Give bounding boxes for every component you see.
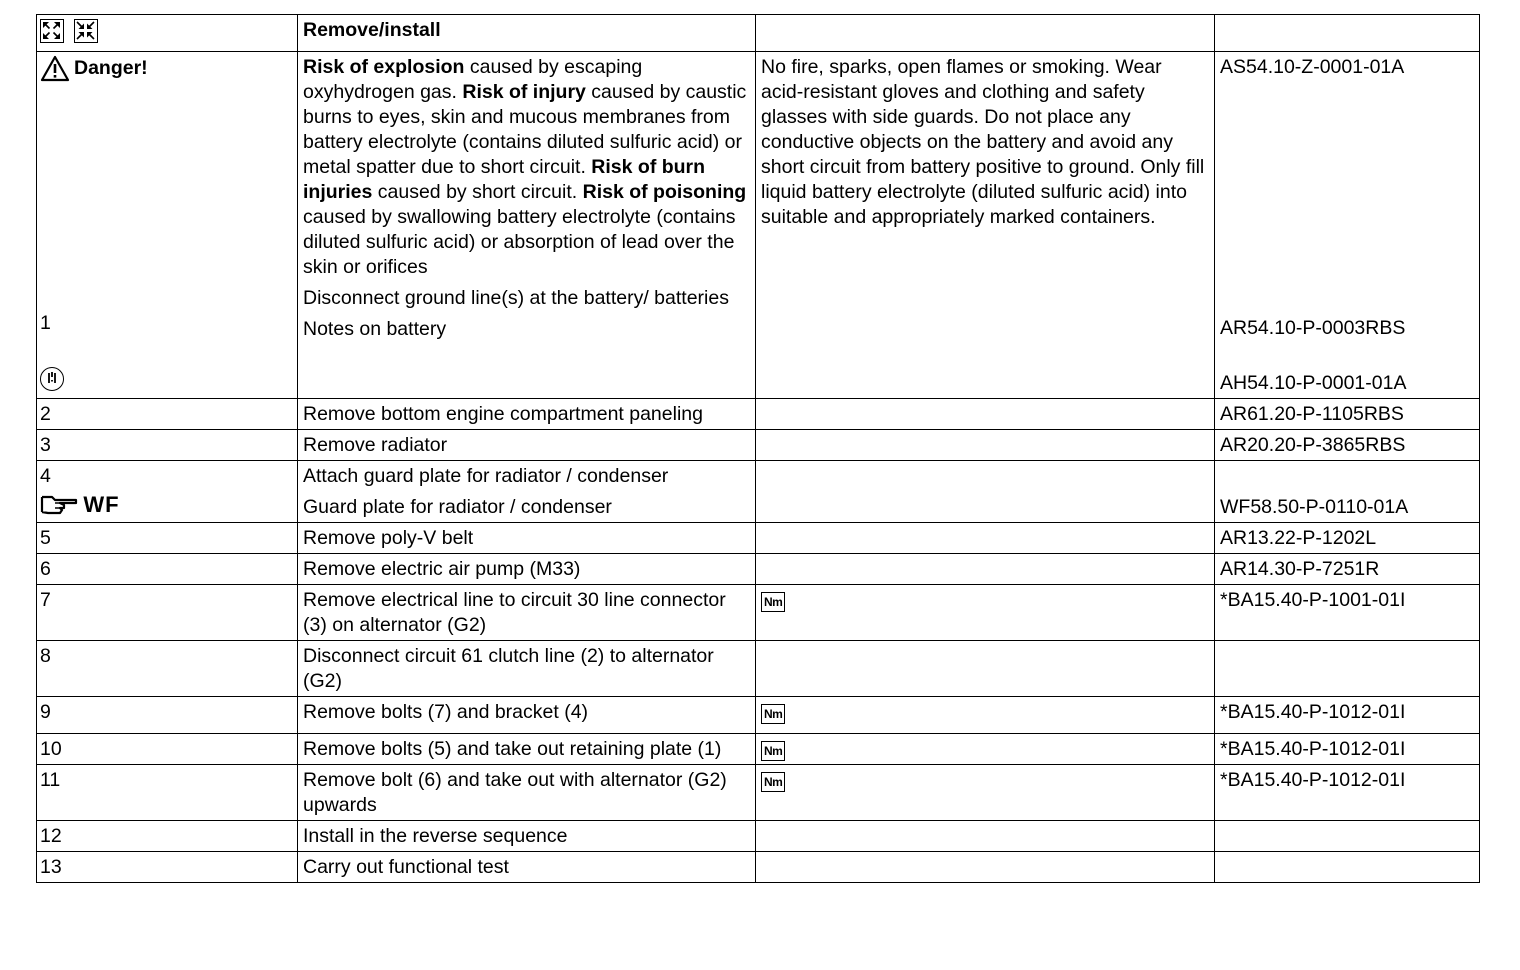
wf-ref[interactable]: WF58.50-P-0110-01A [1220, 496, 1409, 518]
step-number: 1 [40, 312, 51, 334]
torque-nm-icon[interactable]: Nm [761, 772, 785, 792]
torque-nm-icon[interactable]: Nm [761, 592, 785, 612]
step-tool-cell [756, 821, 1215, 852]
table-row [37, 554, 1480, 585]
torque-nm-icon[interactable]: Nm [761, 704, 785, 724]
risk-description [303, 55, 750, 280]
collapse-icon[interactable] [74, 19, 98, 43]
step-number: 4 [40, 465, 51, 487]
step-ref[interactable]: AR54.10-P-0003RBS [1220, 317, 1406, 339]
danger-label-cell [37, 52, 298, 399]
step-ref[interactable]: *BA15.40-P-1012-01I [1215, 765, 1480, 821]
danger-risk-cell [298, 52, 756, 399]
danger-ref-cell [1215, 52, 1480, 399]
risk-3-text: caused by short circuit. [372, 181, 583, 203]
warning-triangle-icon [40, 55, 70, 82]
danger-label: Danger! [74, 57, 148, 79]
step-tool-cell [756, 697, 1215, 734]
danger-measures: No fire, sparks, open flames or smoking. Wear acid-resistant gloves and clothing and safety glasses with side guards. Do not place any conductive objects on the battery and avoid any short circuit from battery positive to ground. Only fill liquid battery electrolyte (diluted sulfuric acid) into suitable and appropriately marked containers. [761, 56, 1205, 228]
torque-nm-icon[interactable]: Nm [761, 741, 785, 761]
table-row [37, 585, 1480, 641]
step-ref[interactable] [1215, 852, 1480, 883]
step-ref[interactable] [1220, 464, 1474, 489]
procedure-table [36, 14, 1480, 883]
risk-2-text: caused by caustic burns to eyes, skin and mucous membranes from battery electrolyte (contains diluted sulfuric acid) or metal spatter due to short circuit. [303, 81, 747, 178]
battery-note-link[interactable]: Notes on battery [303, 318, 447, 340]
step-tool-cell [756, 734, 1215, 765]
table-row [37, 852, 1480, 883]
battery-note-icon[interactable] [40, 367, 64, 391]
step-ref[interactable]: AR61.20-P-1105RBS [1215, 399, 1480, 430]
table-row [37, 430, 1480, 461]
step-tool-cell [756, 585, 1215, 641]
header-empty-cell-1 [756, 15, 1215, 52]
risk-2-title: Risk of injury [462, 81, 586, 103]
step-tool-cell [756, 852, 1215, 883]
step-number: 8 [37, 641, 298, 697]
step-text: Remove bottom engine compartment paneling [298, 399, 756, 430]
wf-label: WF [83, 492, 120, 517]
battery-note-ref[interactable]: AH54.10-P-0001-01A [1220, 372, 1407, 394]
risk-1-title: Risk of explosion [303, 56, 465, 78]
step-ref-cell [1215, 461, 1480, 523]
table-row [37, 765, 1480, 821]
step-text: Attach guard plate for radiator / condenser [303, 465, 669, 487]
step-text: Remove electric air pump (M33) [298, 554, 756, 585]
step-ref[interactable]: AR20.20-P-3865RBS [1215, 430, 1480, 461]
header-title-cell [298, 15, 756, 52]
step-number: 13 [37, 852, 298, 883]
pointing-hand-icon [40, 493, 78, 515]
header-icons-cell [37, 15, 298, 52]
table-row [37, 523, 1480, 554]
danger-ref[interactable]: AS54.10-Z-0001-01A [1220, 56, 1405, 78]
risk-3-title: Risk of burn injuries [303, 156, 706, 203]
step-ref[interactable] [1215, 641, 1480, 697]
step-text: Remove radiator [298, 430, 756, 461]
step-ref[interactable]: AR14.30-P-7251R [1215, 554, 1480, 585]
step-ref[interactable]: AR13.22-P-1202L [1215, 523, 1480, 554]
step-number: 9 [37, 697, 298, 734]
step-number: 7 [37, 585, 298, 641]
step-number: 3 [37, 430, 298, 461]
step-text: Remove poly-V belt [298, 523, 756, 554]
table-row [37, 821, 1480, 852]
step-tool-cell [756, 461, 1215, 523]
step-tool-cell [756, 399, 1215, 430]
step-ref[interactable]: *BA15.40-P-1001-01I [1215, 585, 1480, 641]
expand-icon[interactable] [40, 19, 64, 43]
step-number: 5 [37, 523, 298, 554]
table-row [37, 461, 1480, 523]
step-number: 10 [37, 734, 298, 765]
wf-marker[interactable] [40, 492, 292, 519]
table-row [37, 399, 1480, 430]
danger-row [37, 52, 1480, 399]
table-row [37, 641, 1480, 697]
step-number-cell [37, 461, 298, 523]
header-empty-cell-2 [1215, 15, 1480, 52]
step-text: Disconnect circuit 61 clutch line (2) to alternator (G2) [298, 641, 756, 697]
step-ref[interactable] [1215, 821, 1480, 852]
step-tool-cell [756, 430, 1215, 461]
danger-heading [40, 55, 148, 82]
table-row [37, 697, 1480, 734]
header-row [37, 15, 1480, 52]
step-tool-cell [756, 523, 1215, 554]
table-row [37, 734, 1480, 765]
page-title: Remove/install [303, 19, 441, 41]
step-tool-cell [756, 765, 1215, 821]
risk-4-title: Risk of poisoning [582, 181, 747, 203]
step-number: 2 [37, 399, 298, 430]
wf-text: Guard plate for radiator / condenser [303, 496, 612, 518]
risk-1-text: caused by escaping oxyhydrogen gas. [303, 56, 643, 103]
risk-4-text: caused by swallowing battery electrolyte (contains diluted sulfuric acid) or absorption of lead over the skin or orifices [303, 206, 736, 278]
step-tool-cell [756, 554, 1215, 585]
step-text: Carry out functional test [298, 852, 756, 883]
step-text-cell [298, 461, 756, 523]
step-text: Disconnect ground line(s) at the battery/ batteries [303, 287, 729, 309]
step-text: Remove bolt (6) and take out with alternator (G2) upwards [298, 765, 756, 821]
step-text: Remove bolts (5) and take out retaining plate (1) [298, 734, 756, 765]
step-text: Remove bolts (7) and bracket (4) [298, 697, 756, 734]
step-ref[interactable]: *BA15.40-P-1012-01I [1215, 697, 1480, 734]
step-number: 11 [37, 765, 298, 821]
step-text: Install in the reverse sequence [298, 821, 756, 852]
danger-measures-cell [756, 52, 1215, 399]
step-text: Remove electrical line to circuit 30 line connector (3) on alternator (G2) [298, 585, 756, 641]
step-number: 6 [37, 554, 298, 585]
step-number: 12 [37, 821, 298, 852]
step-ref[interactable]: *BA15.40-P-1012-01I [1215, 734, 1480, 765]
step-tool-cell [756, 641, 1215, 697]
